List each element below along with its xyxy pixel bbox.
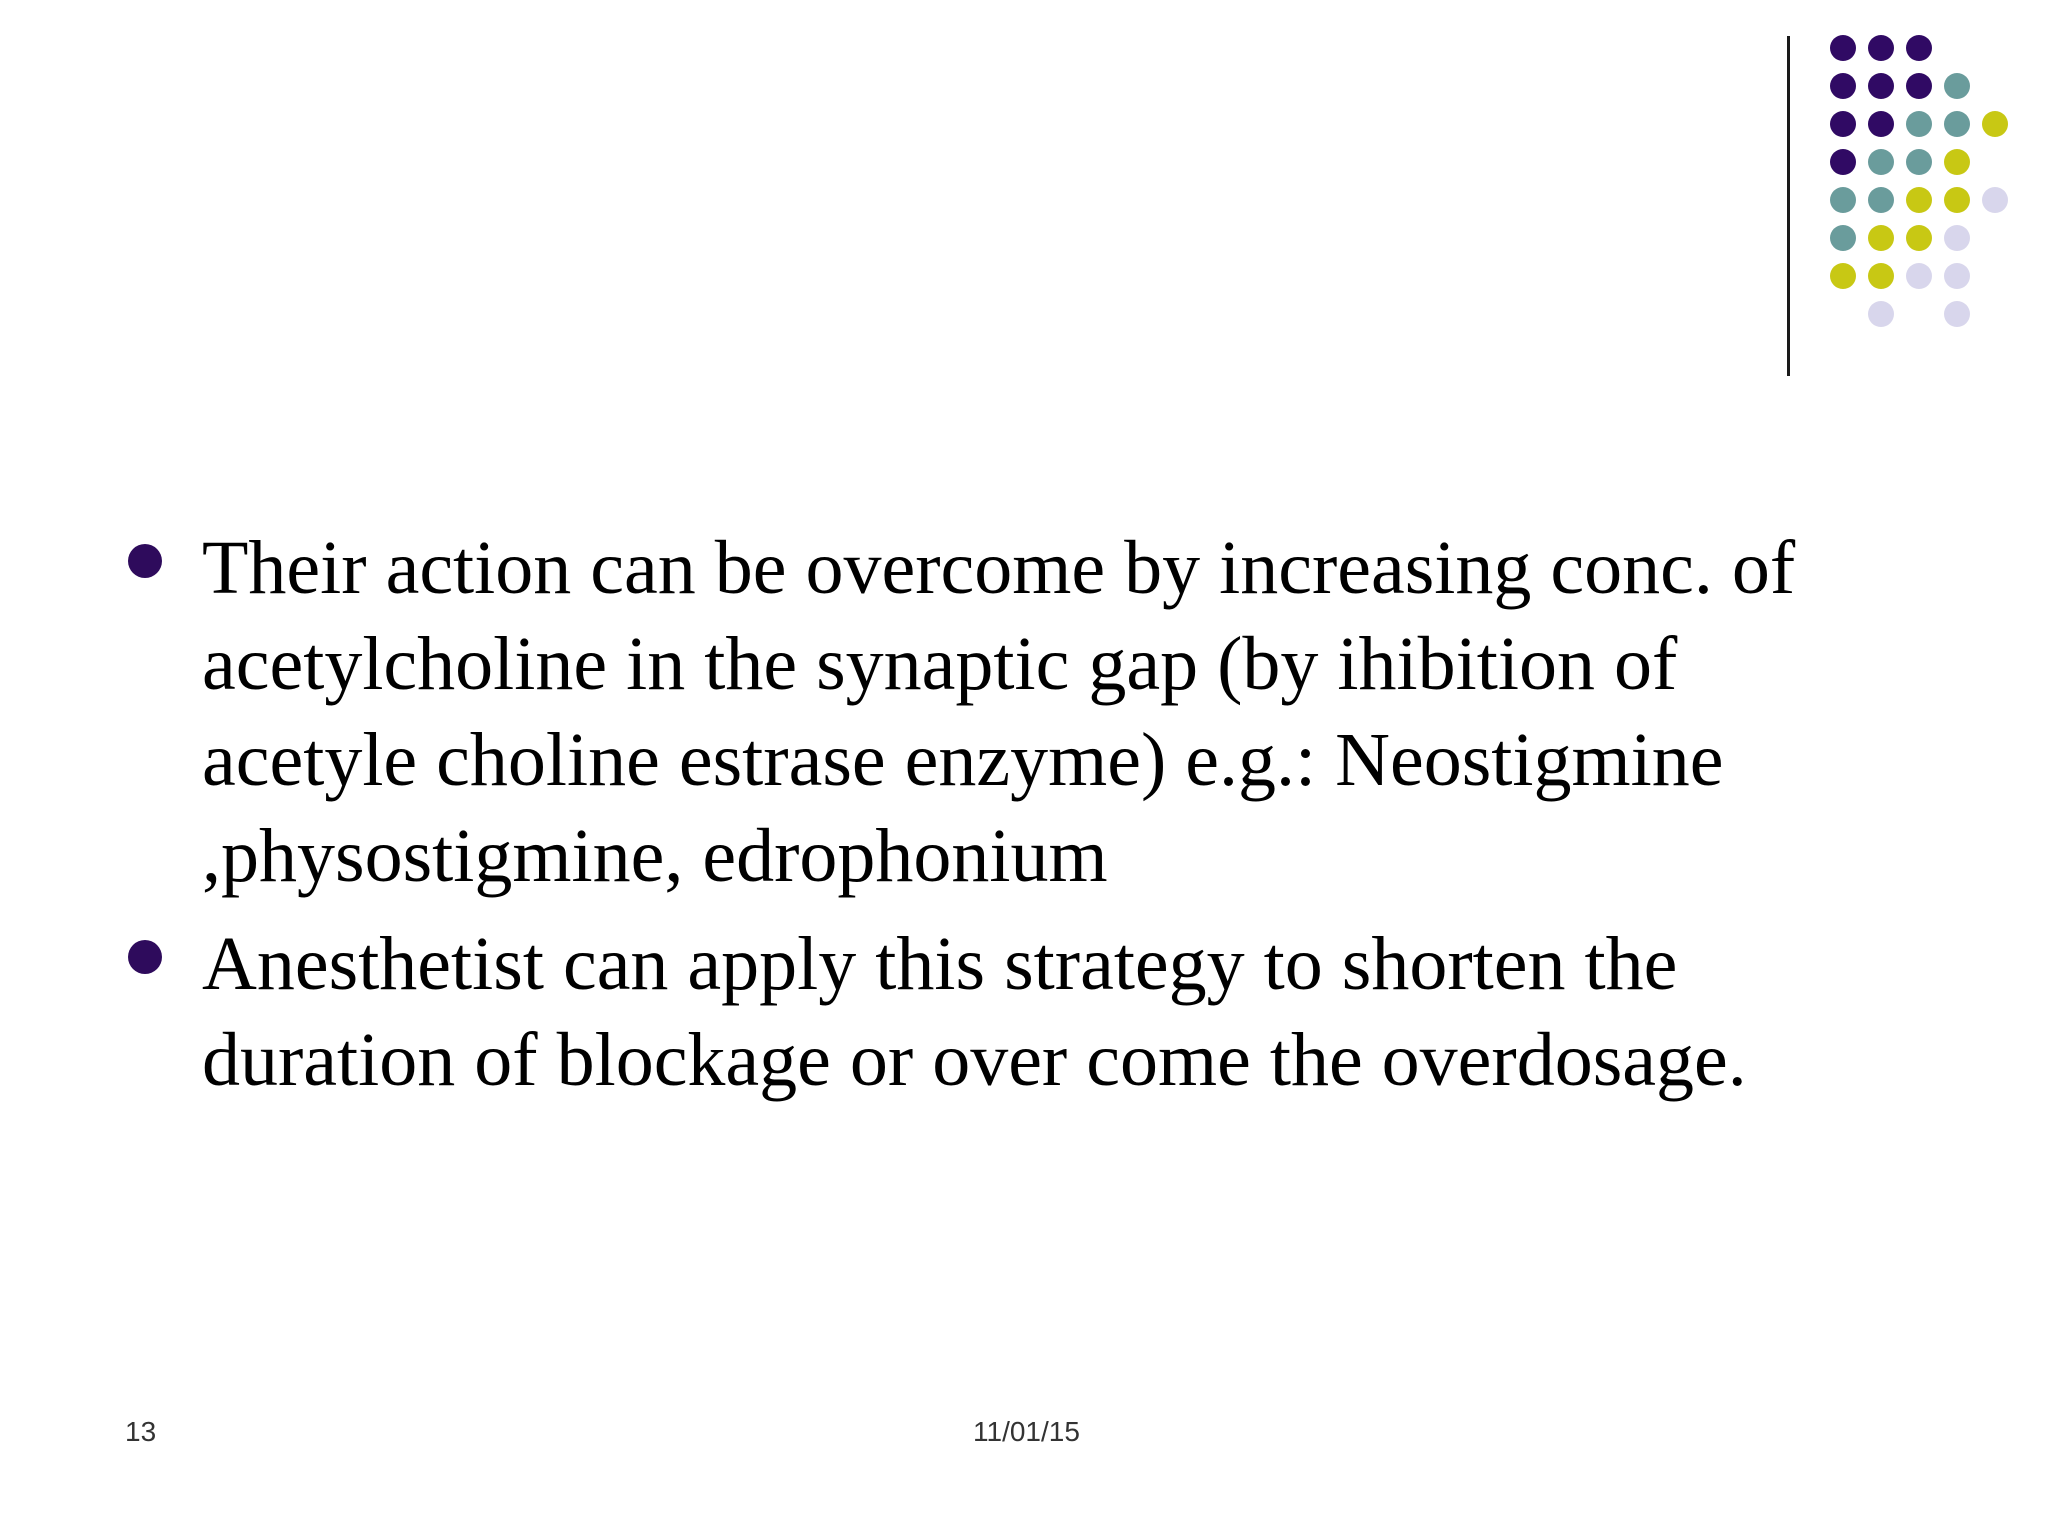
bullet-text: Their action can be overcome by increasing conc. of acetylcholine in the synaptic gap (by ihibition of acetyle choline estrase enzyme) e.g.: Neostigmine ,physostigmine, edrophonium xyxy=(202,526,1796,898)
decorative-dot xyxy=(1906,225,1932,251)
decorative-dot xyxy=(1906,73,1932,99)
decorative-dot xyxy=(1868,149,1894,175)
decorative-dot xyxy=(1906,149,1932,175)
decorative-dot xyxy=(1868,111,1894,137)
decorative-dot xyxy=(1868,301,1894,327)
decorative-dot xyxy=(1944,149,1970,175)
bullet-list xyxy=(120,520,1920,1120)
decorative-dot xyxy=(1830,225,1856,251)
slide-date: 11/01/15 xyxy=(973,1416,1080,1447)
decorative-dot xyxy=(1906,111,1932,137)
bullet-dot-icon xyxy=(128,544,162,578)
decorative-dot xyxy=(1982,187,2008,213)
decorative-dot xyxy=(1982,111,2008,137)
decorative-dot xyxy=(1944,73,1970,99)
decorative-dot xyxy=(1830,35,1856,61)
decorative-dot xyxy=(1906,263,1932,289)
decorative-dot xyxy=(1944,301,1970,327)
decorative-dot xyxy=(1868,187,1894,213)
decorative-dot xyxy=(1830,111,1856,137)
bullet-item xyxy=(120,520,1920,904)
bullet-dot-icon xyxy=(128,940,162,974)
decorative-dot xyxy=(1868,73,1894,99)
slide-number: 13 xyxy=(125,1416,157,1447)
decorative-dot xyxy=(1868,263,1894,289)
decorative-dot xyxy=(1830,187,1856,213)
decorative-dot xyxy=(1868,225,1894,251)
decorative-dot xyxy=(1906,35,1932,61)
decorative-dot xyxy=(1830,263,1856,289)
decorative-dot xyxy=(1830,149,1856,175)
decorative-dot xyxy=(1944,111,1970,137)
bullet-item xyxy=(120,916,1920,1108)
bullet-text: Anesthetist can apply this strategy to shorten the duration of blockage or over come the overdosage. xyxy=(202,922,1747,1102)
decorative-dot-grid xyxy=(0,0,2048,400)
decorative-dot xyxy=(1868,35,1894,61)
decorative-dot xyxy=(1906,187,1932,213)
vertical-divider-line xyxy=(1787,36,1790,376)
decorative-dot xyxy=(1944,263,1970,289)
decorative-dot xyxy=(1944,225,1970,251)
decorative-dot xyxy=(1830,73,1856,99)
decorative-dot xyxy=(1944,187,1970,213)
